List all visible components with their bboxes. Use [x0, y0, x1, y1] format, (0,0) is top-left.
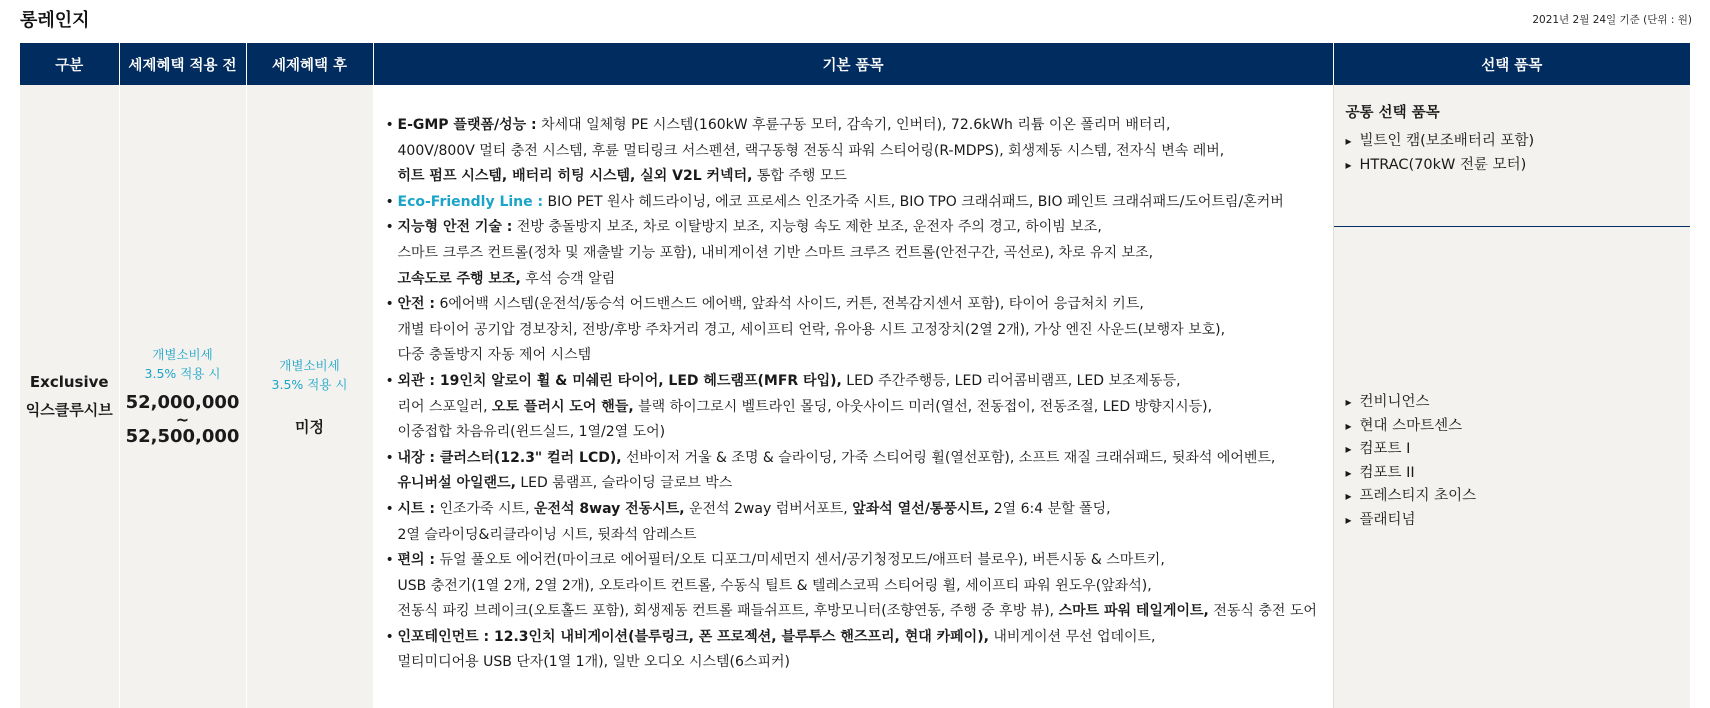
option-packages-list: [1346, 391, 1690, 532]
feature-text: USB 충전기(1열 2개, 2열 2개), 오토라이트 컨트롤, 수동식 틸트 & 텔레스코픽 스티어링 휠, 세이프티 파워 윈도우(앞좌석),: [397, 577, 1152, 594]
feature-continuation: [386, 420, 1323, 446]
feature-text: 2열 슬라이딩&리클라이닝 시트, 뒷좌석 암레스트: [397, 526, 697, 543]
feature-text: 통합 주행 모드: [752, 168, 847, 185]
option-item-comfort-1: ▸ 컴포트 I: [1346, 438, 1690, 462]
feature-continuation: [386, 139, 1323, 165]
feature-text: 선바이저 거울 & 조명 & 슬라이딩, 가죽 스티어링 휠(열선포함), 소프트 재질 크래쉬패드, 뒷좌석 에어벤트,: [621, 449, 1276, 466]
feature-continuation: [386, 599, 1323, 625]
price-separator: ~: [175, 409, 190, 429]
feature-text: 내비게이션 무선 업데이트,: [988, 628, 1156, 645]
option-item-prestige-choice: ▸ 프레스티지 초이스: [1346, 485, 1690, 509]
benefit-note-line2: 3.5% 적용 시: [144, 365, 221, 381]
option-packages-section: [1334, 227, 1690, 532]
feature-bold: 스마트 파워 테일게이트,: [1058, 603, 1209, 620]
header-basic-items: 기본 품목: [373, 43, 1333, 85]
feature-eco-friendly: [386, 190, 1323, 216]
feature-list: [386, 113, 1323, 676]
feature-continuation: [386, 267, 1323, 293]
feature-text: 2열 6:4 분할 폴딩,: [989, 500, 1111, 517]
feature-continuation: [386, 318, 1323, 344]
feature-infotainment: [386, 625, 1323, 651]
benefit-note-line1: 개별소비세: [279, 358, 340, 373]
common-options-section: [1334, 85, 1690, 227]
feature-interior: [386, 446, 1323, 472]
feature-text: 인조가죽 시트,: [435, 500, 534, 517]
benefit-note-line1: 개별소비세: [152, 346, 213, 362]
feature-continuation: [386, 471, 1323, 497]
feature-continuation: [386, 650, 1323, 676]
table-header-row: [20, 43, 1690, 85]
feature-title: 외관 : 19인치 알로이 휠 & 미쉐린 타이어, LED 헤드램프(MFR 타입),: [397, 372, 842, 389]
feature-text: 멀티미디어용 USB 단자(1열 1개), 일반 오디오 시스템(6스피커): [397, 654, 790, 671]
feature-text: 듀얼 풀오토 에어컨(마이크로 에어필터/오토 디포그/미세먼지 센서/공기청정모드/애프터 블로우), 버튼시동 & 스마트키,: [435, 552, 1165, 569]
feature-text: LED 룸램프, 슬라이딩 글로브 박스: [515, 475, 733, 492]
feature-title: E-GMP 플랫폼/성능 :: [397, 117, 537, 133]
price-after-cell: [246, 85, 373, 708]
trim-name-en: Exclusive: [29, 373, 109, 391]
feature-title: 편의 :: [397, 552, 436, 569]
price-low: 52,000,000: [125, 391, 240, 413]
feature-text: 전동식 충전 도어: [1208, 603, 1317, 620]
feature-safety: [386, 292, 1323, 318]
feature-text: 다중 충돌방지 자동 제어 시스템: [397, 347, 592, 364]
common-options-list: [1346, 130, 1690, 177]
feature-continuation: [386, 574, 1323, 600]
feature-text: 블랙 하이그로시 벨트라인 몰딩, 아웃사이드 미러(열선, 전동접이, 전동조절, LED 방향지시등),: [633, 398, 1213, 415]
feature-bold: 히트 펌프 시스템, 배터리 히팅 시스템, 실외 V2L 커넥터,: [397, 168, 753, 185]
header-optional-items: 선택 품목: [1333, 43, 1690, 85]
feature-text: 차세대 일체형 PE 시스템(160kW 후륜구동 모터, 감속기, 인버터), 72.6kWh 리튬 이온 폴리머 배터리,: [536, 117, 1171, 133]
option-item-htrac: ▸ HTRAC(70kW 전륜 모터): [1346, 154, 1690, 178]
header-after-benefit: 세제혜택 후: [246, 43, 373, 85]
table-row: [20, 85, 1690, 708]
feature-continuation: [386, 343, 1323, 369]
feature-continuation: [386, 164, 1323, 190]
feature-text: 스마트 크루즈 컨트롤(정차 및 재출발 기능 포함), 내비게이션 기반 스마트 크루즈 컨트롤(안전구간, 곡선로), 차로 유지 보조,: [397, 244, 1154, 261]
page-title: 롱레인지: [20, 10, 90, 31]
feature-bold: 앞좌석 열선/통풍시트,: [852, 500, 990, 517]
feature-text: 전동식 파킹 브레이크(오토홀드 포함), 회생제동 컨트롤 패들쉬프트, 후방모니터(조향연동, 주행 중 후방 뷰),: [397, 603, 1059, 620]
option-item-smartsense: ▸ 현대 스마트센스: [1346, 415, 1690, 439]
feature-text: BIO PET 원사 헤드라이닝, 에코 프로세스 인조가죽 시트, BIO TPO 크래쉬패드, BIO 페인트 크래쉬패드/도어트림/혼커버: [543, 193, 1284, 210]
option-item-comfort-2: ▸ 컴포트 II: [1346, 462, 1690, 486]
option-item-platinum: ▸ 플래티넘: [1346, 509, 1690, 533]
feature-bold: 오토 플러시 도어 핸들,: [492, 398, 634, 415]
header-category: 구분: [20, 43, 119, 85]
option-item-convenience: ▸ 컨비니언스: [1346, 391, 1690, 415]
trim-cell: [20, 85, 119, 708]
feature-bold: 유니버설 아일랜드,: [397, 475, 516, 492]
feature-text: 후석 승객 알림: [520, 270, 616, 287]
feature-text: 전방 충돌방지 보조, 차로 이탈방지 보조, 지능형 속도 제한 보조, 운전자 주의 경고, 하이빔 보조,: [512, 219, 1102, 236]
optional-items-cell: [1333, 85, 1690, 708]
feature-continuation: [386, 241, 1323, 267]
feature-title: 내장 : 클러스터(12.3" 컬러 LCD),: [397, 449, 622, 466]
feature-convenience: [386, 548, 1323, 574]
feature-text: 개별 타이어 공기압 경보장치, 전방/후방 주차거리 경고, 세이프티 언락, 유아용 시트 고정장치(2열 2개), 가상 엔진 사운드(보행자 보호),: [397, 321, 1226, 338]
feature-bold: 운전석 8way 전동시트,: [533, 500, 685, 517]
feature-egmp: [386, 113, 1323, 139]
feature-text: LED 주간주행등, LED 리어콤비램프, LED 보조제동등,: [841, 372, 1181, 389]
common-options-title: 공통 선택 품목: [1345, 105, 1440, 121]
price-after-value: 미정: [295, 418, 324, 436]
feature-title: 시트 :: [397, 500, 436, 517]
feature-title: 인포테인먼트 : 12.3인치 내비게이션(블루링크, 폰 프로젝션, 블루투스 핸즈프리, 현대 카페이),: [397, 628, 989, 645]
benefit-note-line2: 3.5% 적용 시: [271, 377, 348, 392]
feature-bold: 고속도로 주행 보조,: [397, 270, 521, 287]
feature-continuation: [386, 523, 1323, 549]
feature-title: 지능형 안전 기술 :: [397, 219, 513, 236]
feature-text: 6에어백 시스템(운전석/동승석 어드밴스드 에어백, 앞좌석 사이드, 커튼, 전복감지센서 포함), 타이어 응급처치 키트,: [435, 296, 1144, 313]
feature-text: 400V/800V 멀티 충전 시스템, 후륜 멀티링크 서스펜션, 랙구동형 전동식 파워 스티어링(R-MDPS), 회생제동 시스템, 전자식 변속 레버,: [397, 142, 1225, 159]
price-before-cell: [119, 85, 246, 708]
price-high: 52,500,000: [125, 425, 240, 447]
header-before-benefit: 세제혜택 적용 전: [119, 43, 246, 85]
option-item-builtin-cam: ▸ 빌트인 캠(보조배터리 포함): [1346, 130, 1690, 154]
price-table: [20, 43, 1691, 708]
feature-continuation: [386, 395, 1323, 421]
basic-items-cell: [373, 85, 1333, 708]
trim-name-ko: 익스클루시브: [25, 401, 113, 419]
feature-exterior: [386, 369, 1323, 395]
feature-eco-title: Eco-Friendly Line :: [397, 193, 544, 210]
price-basis-note: 2021년 2월 24일 기준 (단위 : 원): [1532, 14, 1692, 26]
feature-text: 이중접합 차음유리(윈드실드, 1열/2열 도어): [397, 424, 666, 441]
feature-text: 운전석 2way 럼버서포트,: [684, 500, 853, 517]
feature-text: 리어 스포일러,: [397, 398, 492, 415]
feature-safety-tech: [386, 215, 1323, 241]
feature-seat: [386, 497, 1323, 523]
feature-title: 안전 :: [397, 296, 436, 313]
